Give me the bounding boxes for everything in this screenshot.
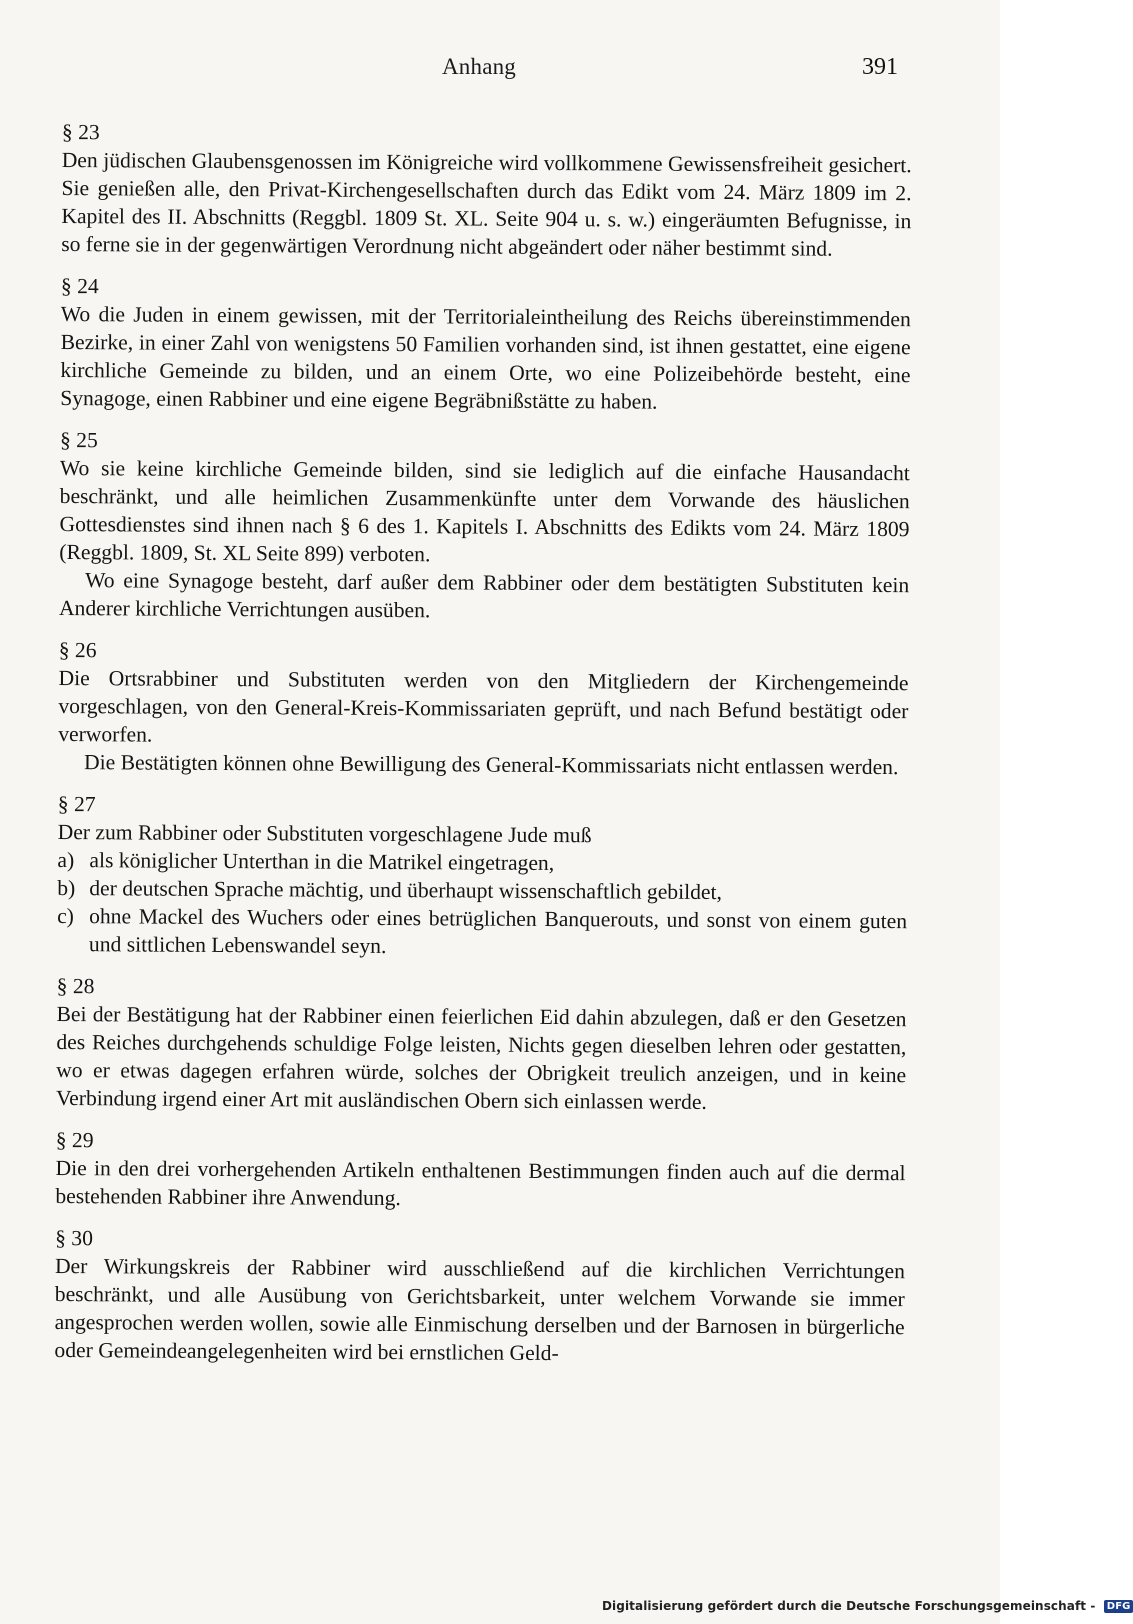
requirements-list [57, 846, 908, 963]
list-marker: c) [57, 903, 74, 929]
section-paragraph: Wo eine Synagoge besteht, darf außer dem Rabbiner oder dem bestätigten Substituten kein Anderer kirchliche Verrichtungen ausüben. [58, 568, 910, 623]
section-paragraph: Den jüdischen Glaubensgenossen im Königreiche wird vollkommene Gewissensfreiheit gesichert. Sie genießen alle, den Privat-Kirchengesellschaften durch das Edikt vom 24. März 1809 im 2. Kapitel des II. Abschnitts (Reggbl. 1809 St. XL. Seite 904 u. s. w.) eingeräumten Befugnisse, in so ferne sie in der gegenwärtigen Verordnung nicht abgeändert oder näher bestimmt sind. [61, 147, 912, 261]
section-paragraph: Bei der Bestätigung hat der Rabbiner einen feierlichen Eid dahin abzulegen, daß er den Gesetzen des Reiches durchgehends schuldige Folge leisten, Nichts gegen dieselben lehren oder gestatten, wo er etwas dagegen erfahren würde, solches der Obrigkeit treulich anzeigen, und in keine Verbindung irgend einer Art mit ausländischen Obern sich einlassen werde. [55, 1001, 907, 1114]
page-number: 391 [862, 54, 898, 80]
section-paragraph: Die Bestätigten können ohne Bewilligung des General-Kommissariats nicht entlassen werden. [83, 750, 899, 780]
section-number: § 28 [56, 973, 95, 999]
section-25 [59, 426, 910, 627]
section-paragraph: Wo die Juden in einem gewissen, mit der Territorialeintheilung des Reichs übereinstimmenden Bezirke, in einer Zahl von wenigstens 50 Familien vorhanden sind, ist ihnen gestattet, eine eigene kirchliche Gemeinde zu bilden, und an einem Orte, wo eine Polizeibehörde besteht, eine Synagoge, einen Rabbiner und eine eigene Begräbnißstätte zu haben. [60, 301, 911, 414]
list-item-text: als königlicher Unterthan in die Matrikel eingetragen, [89, 848, 555, 876]
section-23 [61, 118, 912, 263]
footer-text: Digitalisierung gefördert durch die Deutsche Forschungsgemeinschaft - [602, 1599, 1096, 1613]
section-30 [54, 1224, 905, 1369]
section-27 [57, 790, 908, 963]
section-intro: Der zum Rabbiner oder Substituten vorgeschlagene Jude muß [57, 819, 592, 848]
section-number: § 23 [61, 119, 100, 145]
list-item-text: der deutschen Sprache mächtig, und überhaupt wissenschaftlich gebildet, [89, 876, 722, 905]
section-number: § 25 [59, 427, 98, 453]
section-number: § 27 [57, 791, 96, 817]
list-marker: a) [57, 847, 75, 873]
section-24 [60, 272, 911, 417]
section-paragraph: Die Ortsrabbiner und Substituten werden von den Mitgliedern der Kirchengemeinde vorgeschlagen, von den General-Kreis-Kommissariaten geprüft, und nach Befund bestätigt oder verworfen. [58, 665, 909, 747]
section-paragraph: Der Wirkungskreis der Rabbiner wird ausschließend auf die kirchlichen Verrichtungen beschränkt, und alle Ausübung von Gerichtsbarkeit, unter welchem Vorwande sie immer angesprochen werden wollen, sowie alle Einmischung derselben und der Barnosen in bürgerliche oder Gemeindeangelegenheiten wird bei ernstlichen Geld- [54, 1253, 906, 1366]
section-28 [56, 972, 907, 1117]
page-header [60, 54, 898, 94]
list-marker: b) [57, 875, 76, 901]
section-number: § 29 [55, 1127, 94, 1153]
section-29 [55, 1126, 905, 1215]
list-item-text: ohne Mackel des Wuchers oder eines betrüglichen Banquerouts, und sonst von einem guten und sittlichen Lebenswandel seyn. [88, 904, 908, 958]
section-number: § 24 [60, 273, 99, 299]
section-26 [58, 636, 909, 781]
running-head: Anhang [441, 54, 517, 79]
dfg-logo-icon: DFG [1104, 1600, 1133, 1613]
section-number: § 26 [58, 637, 97, 663]
section-paragraph: Die in den drei vorhergehenden Artikeln enthaltenen Bestimmungen finden auch auf die dermal bestehenden Rabbiner ihre Anwendung. [55, 1155, 906, 1211]
section-number: § 30 [55, 1225, 94, 1251]
digitization-footer [602, 1599, 1133, 1619]
section-paragraph: Wo sie keine kirchliche Gemeinde bilden, sind sie lediglich auf die einfache Hausandacht beschränkt, und alle heimlichen Zusammenkünfte unter dem Vorwande des häuslichen Gottesdienstes sind ihnen nach § 6 des 1. Kapitels I. Abschnitts des Edikts vom 24. März 1809 (Reggbl. 1809, St. XL Seite 899) verboten. [59, 455, 910, 567]
page-body [54, 118, 912, 1383]
list-item [57, 902, 907, 963]
